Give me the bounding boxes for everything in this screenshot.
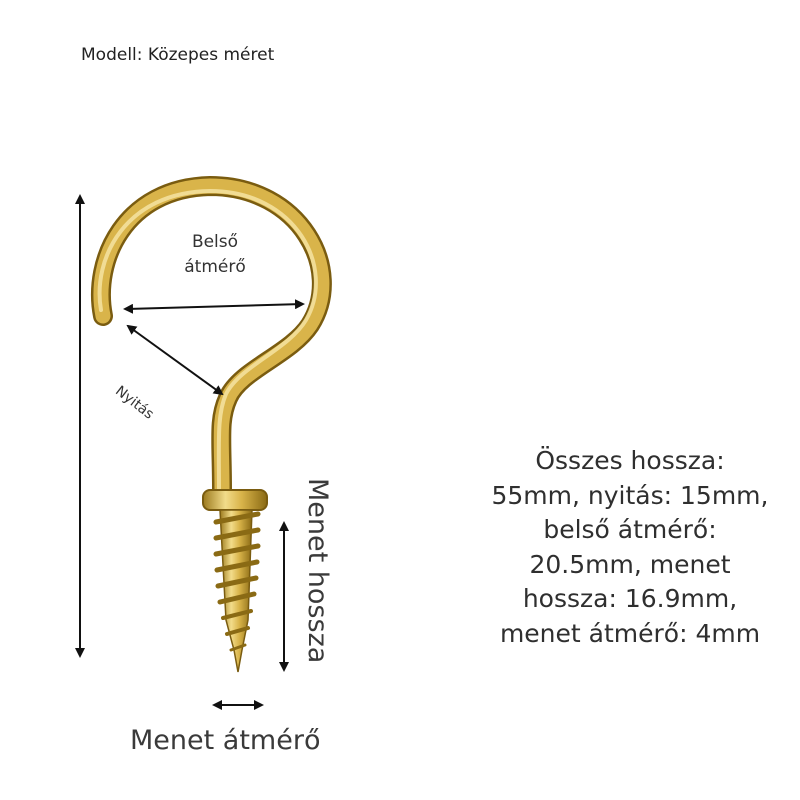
inner-diameter-arrow <box>125 304 303 309</box>
spec-line: hossza: 16.9mm, <box>522 584 738 613</box>
opening-label: Nyitás <box>112 383 157 423</box>
thread-length-label: Menet hossza <box>302 478 333 664</box>
spec-line: 55mm, nyitás: 15mm, <box>491 480 769 510</box>
spec-line: 20.5mm, menet <box>529 549 731 579</box>
specifications-text <box>470 444 790 651</box>
inner-diameter-label-line2: átmérő <box>184 257 246 277</box>
hook-collar <box>203 490 267 510</box>
thread-diameter-label: Menet átmérő <box>130 725 321 756</box>
spec-line: menet átmérő: 4mm <box>499 618 761 648</box>
spec-line: belső átmérő: <box>543 515 717 544</box>
model-label: Modell: Közepes méret <box>81 45 275 65</box>
inner-diameter-label-line1: Belső <box>191 232 239 252</box>
spec-line: Összes hossza: <box>535 446 725 475</box>
screw-thread <box>216 510 258 672</box>
inner-diameter-label <box>150 230 280 280</box>
opening-arrow <box>128 326 222 394</box>
